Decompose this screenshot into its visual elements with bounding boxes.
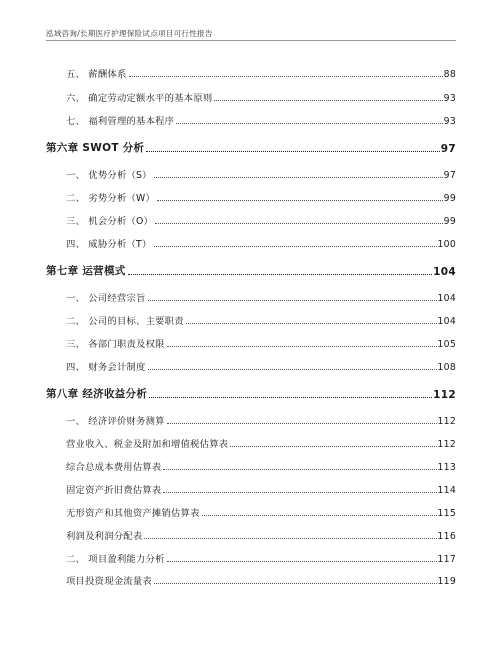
toc-section-entry[interactable] <box>66 209 456 227</box>
toc-entry-label: 六、 确定劳动定额水平的基本原则 <box>66 93 213 104</box>
toc-section-entry[interactable] <box>66 569 456 587</box>
toc-entry-label: 第八章 经济收益分析 <box>46 388 148 400</box>
toc-page-number: 112 <box>437 439 456 450</box>
toc-dot-leader <box>214 100 442 101</box>
toc-dot-leader <box>149 397 432 398</box>
toc-dot-leader <box>186 323 437 324</box>
toc-page-number: 117 <box>437 554 456 565</box>
toc-section-entry[interactable] <box>66 86 456 104</box>
toc-section-entry[interactable] <box>66 286 456 304</box>
toc-page-number: 93 <box>443 93 456 104</box>
toc-page-number: 104 <box>437 316 456 327</box>
toc-entry-label: 固定资产折旧费估算表 <box>66 485 162 496</box>
toc-dot-leader <box>146 151 439 152</box>
toc-page-number: 108 <box>437 362 456 373</box>
toc-entry-label: 七、 福利管理的基本程序 <box>66 116 175 127</box>
toc-entry-label: 四、 财务会计制度 <box>66 362 146 373</box>
toc-page-number: 116 <box>437 531 456 542</box>
toc-entry-label: 五、 薪酬体系 <box>66 69 127 80</box>
toc-page-number: 112 <box>433 389 456 401</box>
toc-entry-label: 二、 劣势分析（W） <box>66 193 156 204</box>
toc-section-entry[interactable] <box>66 455 456 473</box>
toc-section-entry[interactable] <box>66 524 456 542</box>
toc-dot-leader <box>157 200 443 201</box>
toc-dot-leader <box>202 515 437 516</box>
toc-section-entry[interactable] <box>66 432 456 450</box>
toc-section-entry[interactable] <box>66 163 456 181</box>
toc-page-number: 99 <box>443 216 456 227</box>
toc-entry-label: 一、 经济评价财务测算 <box>66 416 165 427</box>
toc-entry-label: 利润及利润分配表 <box>66 531 143 542</box>
toc-page-number: 114 <box>437 485 456 496</box>
toc-entry-label: 项目投资现金流量表 <box>66 576 152 587</box>
toc-page-number: 113 <box>437 462 456 473</box>
toc-dot-leader <box>155 223 443 224</box>
toc-dot-leader <box>163 492 436 493</box>
toc-page-number: 93 <box>443 116 456 127</box>
toc-chapter-entry[interactable] <box>46 383 456 401</box>
toc-dot-leader <box>154 177 443 178</box>
toc-dot-leader <box>154 583 437 584</box>
toc-section-entry[interactable] <box>66 501 456 519</box>
toc-dot-leader <box>167 561 437 562</box>
toc-page-number: 105 <box>437 339 456 350</box>
toc-dot-leader <box>144 538 436 539</box>
toc-entry-label: 一、 优势分析（S） <box>66 170 152 181</box>
toc-page-number: 115 <box>437 508 456 519</box>
toc-page-number: 104 <box>433 266 456 278</box>
toc-dot-leader <box>154 246 437 247</box>
toc-section-entry[interactable] <box>66 409 456 427</box>
toc-dot-leader <box>129 76 443 77</box>
toc-section-entry[interactable] <box>66 309 456 327</box>
toc-dot-leader <box>128 274 433 275</box>
toc-section-entry[interactable] <box>66 332 456 350</box>
toc-dot-leader <box>163 469 436 470</box>
toc-entry-label: 四、 威胁分析（T） <box>66 239 152 250</box>
toc-section-entry[interactable] <box>66 478 456 496</box>
toc-page-number: 88 <box>443 69 456 80</box>
toc-page-number: 100 <box>437 239 456 250</box>
toc-section-entry[interactable] <box>66 109 456 127</box>
toc-entry-label: 二、 公司的目标、主要职责 <box>66 316 184 327</box>
toc-section-entry[interactable] <box>66 355 456 373</box>
toc-chapter-entry[interactable] <box>46 137 456 155</box>
toc-dot-leader <box>167 346 437 347</box>
toc-entry-label: 三、 各部门职责及权限 <box>66 339 165 350</box>
toc-page-number: 97 <box>440 143 456 155</box>
toc-section-entry[interactable] <box>66 62 456 80</box>
toc-entry-label: 第六章 SWOT 分析 <box>46 142 145 154</box>
toc-page-number: 97 <box>443 170 456 181</box>
toc-dot-leader <box>167 423 437 424</box>
toc-entry-label: 一、 公司经营宗旨 <box>66 293 146 304</box>
toc-page-number: 112 <box>437 416 456 427</box>
toc-page-number: 119 <box>437 576 456 587</box>
toc-section-entry[interactable] <box>66 232 456 250</box>
toc-dot-leader <box>148 369 437 370</box>
page-header: 泓域咨询/长期医疗护理保险试点项目可行性报告 <box>46 29 213 38</box>
toc-entry-label: 二、 项目盈利能力分析 <box>66 554 165 565</box>
toc-entry-label: 综合总成本费用估算表 <box>66 462 162 473</box>
toc-dot-leader <box>230 446 436 447</box>
toc-entry-label: 营业收入、税金及附加和增值税估算表 <box>66 439 229 450</box>
toc-chapter-entry[interactable] <box>46 260 456 278</box>
toc-dot-leader <box>148 300 437 301</box>
toc-entry-label: 第七章 运营模式 <box>46 265 126 277</box>
toc-page-number: 104 <box>437 293 456 304</box>
toc-page-number: 99 <box>443 193 456 204</box>
toc-entry-label: 无形资产和其他资产摊销估算表 <box>66 508 200 519</box>
toc-entry-label: 三、 机会分析（O） <box>66 216 154 227</box>
toc-section-entry[interactable] <box>66 547 456 565</box>
toc-dot-leader <box>176 123 442 124</box>
toc-section-entry[interactable] <box>66 186 456 204</box>
